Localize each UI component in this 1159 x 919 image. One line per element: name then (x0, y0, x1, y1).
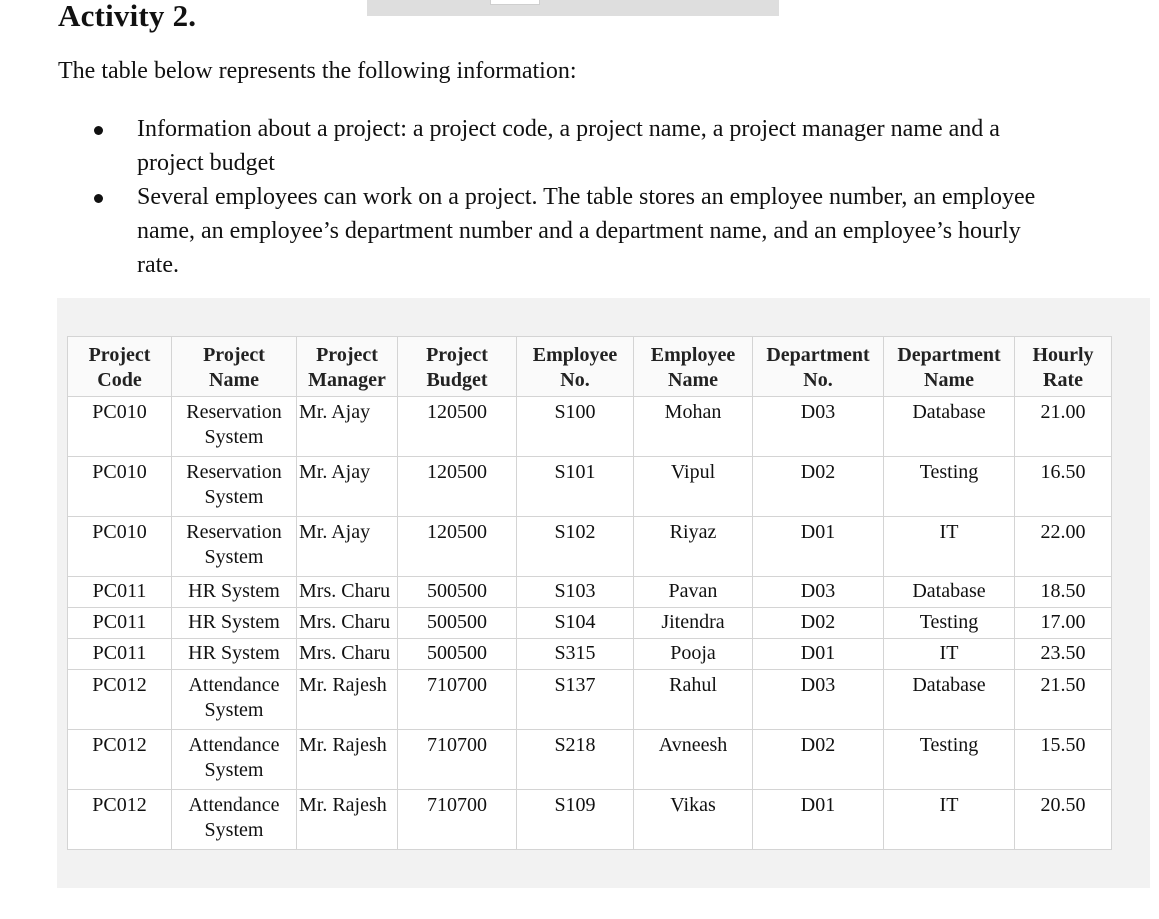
cell-hourly-rate: 21.50 (1015, 670, 1112, 730)
header-project-code: Project Code (68, 337, 172, 397)
cell-department-name: IT (884, 790, 1015, 850)
cell-department-no: D03 (753, 397, 884, 457)
cell-project-manager: Mr. Rajesh (297, 670, 398, 730)
cell-hourly-rate: 18.50 (1015, 577, 1112, 608)
cell-project-code: PC012 (68, 730, 172, 790)
table-row (68, 790, 1112, 850)
cell-employee-name: Mohan (634, 397, 753, 457)
cell-project-manager: Mr. Ajay (297, 517, 398, 577)
cell-project-manager: Mrs. Charu (297, 577, 398, 608)
cell-employee-no: S104 (517, 608, 634, 639)
project-employee-table (67, 336, 1112, 850)
cell-employee-name: Jitendra (634, 608, 753, 639)
header-project-name: Project Name (172, 337, 297, 397)
cell-employee-no: S102 (517, 517, 634, 577)
bullet-item (0, 112, 1057, 180)
cell-project-budget: 120500 (398, 457, 517, 517)
bullet-text: Information about a project: a project code, a project name, a project manager name and a project budget (137, 116, 1000, 176)
cell-hourly-rate: 21.00 (1015, 397, 1112, 457)
cell-project-name: Reservation System (172, 397, 297, 457)
table-row (68, 457, 1112, 517)
cell-project-code: PC011 (68, 577, 172, 608)
cell-employee-name: Pooja (634, 639, 753, 670)
cell-department-no: D02 (753, 457, 884, 517)
cell-project-code: PC010 (68, 517, 172, 577)
cell-employee-no: S137 (517, 670, 634, 730)
cell-employee-name: Vikas (634, 790, 753, 850)
cell-project-budget: 500500 (398, 639, 517, 670)
toolbar-tab (490, 0, 540, 5)
cell-project-manager: Mr. Rajesh (297, 730, 398, 790)
cell-project-budget: 120500 (398, 397, 517, 457)
cell-employee-name: Pavan (634, 577, 753, 608)
cell-department-no: D02 (753, 730, 884, 790)
cell-department-no: D03 (753, 670, 884, 730)
cell-project-code: PC010 (68, 397, 172, 457)
cell-project-manager: Mr. Ajay (297, 397, 398, 457)
table-row (68, 639, 1112, 670)
cell-project-manager: Mr. Ajay (297, 457, 398, 517)
activity-heading: Activity 2. (58, 0, 197, 33)
bullet-list (0, 112, 1057, 282)
cell-project-name: HR System (172, 577, 297, 608)
cell-hourly-rate: 20.50 (1015, 790, 1112, 850)
cell-department-no: D03 (753, 577, 884, 608)
cell-employee-name: Avneesh (634, 730, 753, 790)
header-hourly-rate: Hourly Rate (1015, 337, 1112, 397)
cell-project-budget: 120500 (398, 517, 517, 577)
table-row (68, 517, 1112, 577)
cell-hourly-rate: 17.00 (1015, 608, 1112, 639)
header-department-no: Department No. (753, 337, 884, 397)
table-row (68, 577, 1112, 608)
cell-department-name: Database (884, 670, 1015, 730)
table-header-row (68, 337, 1112, 397)
cell-project-code: PC012 (68, 670, 172, 730)
cell-project-name: Attendance System (172, 670, 297, 730)
cell-project-budget: 500500 (398, 577, 517, 608)
bullet-text: Several employees can work on a project. The table stores an employee number, an employee name, an employee’s department number and a department name, and an employee’s hourly rate. (137, 184, 1036, 278)
bullet-icon (94, 194, 103, 203)
cell-employee-no: S101 (517, 457, 634, 517)
cell-employee-no: S315 (517, 639, 634, 670)
cell-department-no: D01 (753, 790, 884, 850)
cell-hourly-rate: 22.00 (1015, 517, 1112, 577)
cell-project-code: PC012 (68, 790, 172, 850)
table-row (68, 608, 1112, 639)
cell-hourly-rate: 23.50 (1015, 639, 1112, 670)
cell-project-manager: Mrs. Charu (297, 639, 398, 670)
cell-department-name: IT (884, 517, 1015, 577)
bullet-icon (94, 126, 103, 135)
table-row (68, 670, 1112, 730)
table-row (68, 397, 1112, 457)
cell-project-budget: 500500 (398, 608, 517, 639)
cell-employee-name: Vipul (634, 457, 753, 517)
cell-department-no: D01 (753, 639, 884, 670)
cell-project-code: PC011 (68, 639, 172, 670)
header-department-name: Department Name (884, 337, 1015, 397)
intro-text: The table below represents the following information: (58, 58, 577, 84)
cell-project-name: Reservation System (172, 457, 297, 517)
cell-employee-no: S103 (517, 577, 634, 608)
cell-project-budget: 710700 (398, 790, 517, 850)
cell-department-name: IT (884, 639, 1015, 670)
cell-employee-no: S100 (517, 397, 634, 457)
header-project-budget: Project Budget (398, 337, 517, 397)
cell-department-name: Testing (884, 730, 1015, 790)
cell-project-budget: 710700 (398, 730, 517, 790)
cell-department-no: D02 (753, 608, 884, 639)
cell-project-code: PC010 (68, 457, 172, 517)
bullet-item (0, 180, 1057, 282)
cell-hourly-rate: 16.50 (1015, 457, 1112, 517)
cell-employee-name: Riyaz (634, 517, 753, 577)
cell-department-name: Database (884, 397, 1015, 457)
cell-project-code: PC011 (68, 608, 172, 639)
cell-project-name: Attendance System (172, 790, 297, 850)
header-employee-name: Employee Name (634, 337, 753, 397)
top-toolbar-strip (367, 0, 779, 16)
cell-project-name: Reservation System (172, 517, 297, 577)
cell-department-name: Testing (884, 608, 1015, 639)
cell-project-budget: 710700 (398, 670, 517, 730)
cell-project-name: HR System (172, 608, 297, 639)
cell-project-name: HR System (172, 639, 297, 670)
cell-project-name: Attendance System (172, 730, 297, 790)
cell-department-no: D01 (753, 517, 884, 577)
table-row (68, 730, 1112, 790)
cell-department-name: Database (884, 577, 1015, 608)
cell-project-manager: Mr. Rajesh (297, 790, 398, 850)
cell-project-manager: Mrs. Charu (297, 608, 398, 639)
cell-employee-no: S218 (517, 730, 634, 790)
cell-department-name: Testing (884, 457, 1015, 517)
cell-employee-no: S109 (517, 790, 634, 850)
header-employee-no: Employee No. (517, 337, 634, 397)
cell-employee-name: Rahul (634, 670, 753, 730)
cell-hourly-rate: 15.50 (1015, 730, 1112, 790)
header-project-manager: Project Manager (297, 337, 398, 397)
